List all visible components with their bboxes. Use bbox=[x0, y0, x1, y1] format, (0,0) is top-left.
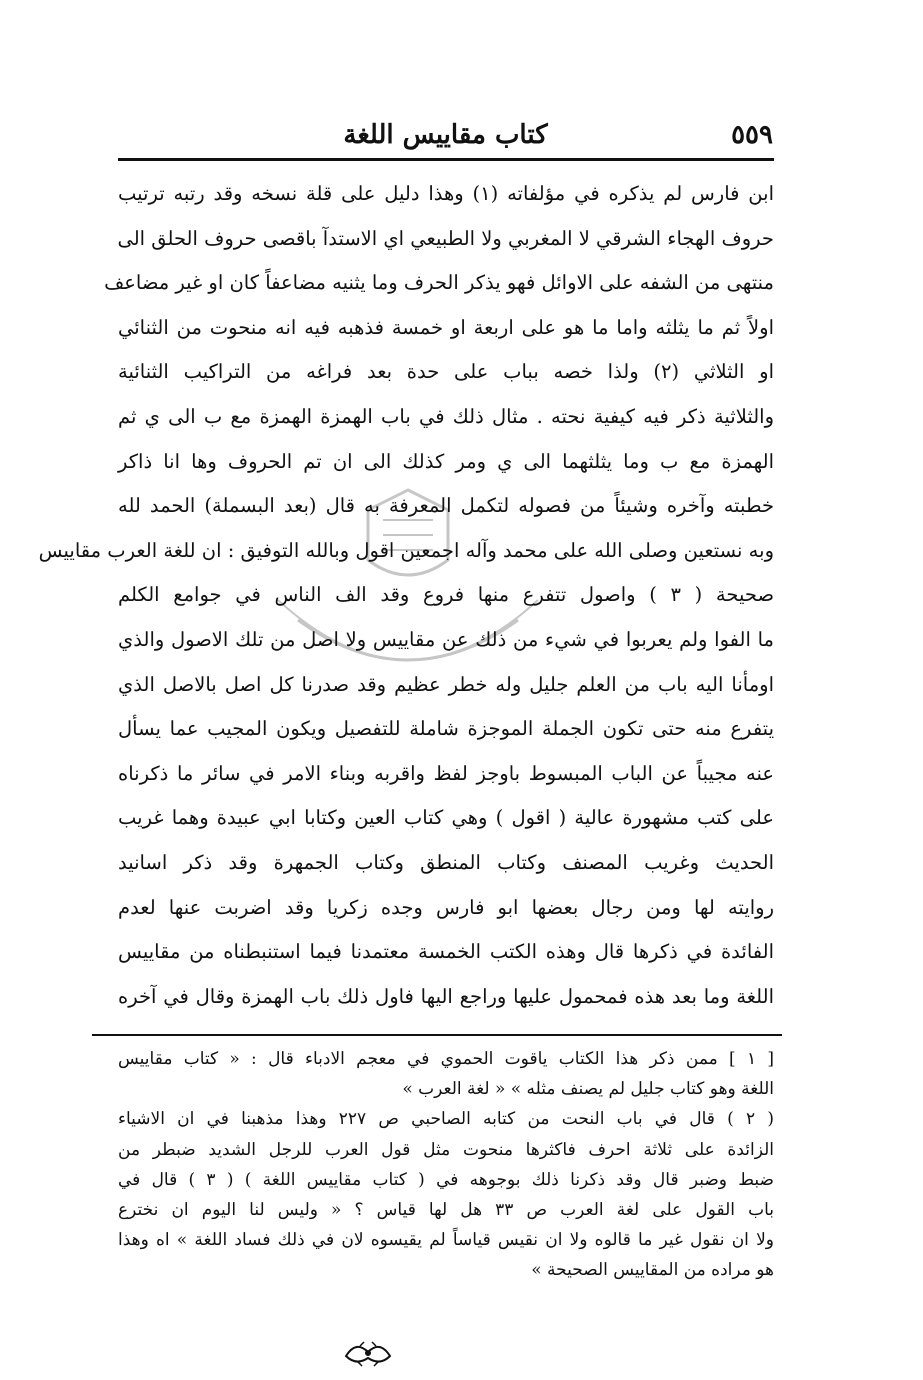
text-line: اومأنا اليه باب من العلم جليل وله خطر عظيم وقد صدرنا كل اصل بالاصل الذي bbox=[118, 672, 774, 696]
text-line: وبه نستعين وصلى الله على محمد وآله اجمعين اقول وبالله التوفيق : ان للغة العرب مقاييس bbox=[38, 538, 774, 562]
text-line: ابن فارس لم يذكره في مؤلفاته (١) وهذا دليل على قلة نسخه وقد رتبه ترتيب bbox=[118, 182, 774, 205]
footnote-line: [ ١ ] ممن ذكر هذا الكتاب ياقوت الحموي في معجم الادباء قال : « كتاب مقاييس bbox=[118, 1049, 774, 1069]
header-rule bbox=[118, 158, 774, 161]
text-line: ما الفوا ولم يعربوا في شيء من ذلك عن مقاييس ولا اصل من تلك الاصول والذي bbox=[118, 627, 774, 651]
text-line: منتهى من الشفه على الاوائل فهو يذكر الحرف وما يثنيه مضاعفاً كان او غير مضاعف bbox=[104, 271, 774, 295]
footnotes bbox=[118, 1044, 774, 1286]
text-line: يتفرع منه حتى تكون الجملة الموجزة شاملة للتفصيل ويكون المجيب عما يسأل bbox=[118, 717, 774, 741]
text-line: والثلاثية ذكر فيه كيفية نحته . مثال ذلك في باب الهمزة الهمزة مع ب الى ي ثم bbox=[118, 404, 774, 428]
footnote-line: ( ٢ ) قال في باب النحت من كتابه الصاحبي ص ٢٢٧ وهذا مذهبنا في ان الاشياء bbox=[118, 1109, 774, 1130]
footnote-line: اللغة وهو كتاب جليل لم يصنف مثله » « لغة العرب » bbox=[402, 1079, 774, 1100]
text-line: حروف الهجاء الشرقي لا المغربي ولا الطبيعي اي الاستدآ باقصى حروف الحلق الى bbox=[117, 226, 774, 250]
text-line: اللغة وما بعد هذه فمحمول عليها وراجع اليها فاول ذلك باب الهمزة وقال في آخره bbox=[118, 984, 774, 1008]
footnote-line: ولا ان نقول غير ما قالوه ولا ان نقيس قياساً لم يقيسوه لان في ذلك فساد اللغة » اه وهذا bbox=[118, 1230, 774, 1251]
running-title: كتاب مقاييس اللغة bbox=[343, 120, 548, 150]
text-line: صحيحة ( ٣ ) واصول تتفرع منها فروع وقد الف الناس في جوامع الكلم bbox=[118, 583, 775, 607]
text-line: الحديث وغريب المصنف وكتاب المنطق وكتاب الجمهرة وقد ذكر اسانيد bbox=[118, 850, 774, 874]
footnote-line: الزائدة على ثلاثة احرف فاكثرها منحوت مثل قول العرب للرجل الشديد ضبطر من bbox=[118, 1139, 774, 1160]
page-header bbox=[118, 118, 773, 158]
footnote-rule bbox=[92, 1034, 782, 1036]
text-line: خطبته وآخره وشيئاً من فصوله لتكمل المعرفة به قال (بعد البسملة) الحمد لله bbox=[118, 494, 774, 518]
text-line: اولاً ثم ما يثلثه واما ما هو على اربعة او خمسة فذهبه فيه انه منحوت من الثنائي bbox=[118, 315, 774, 339]
main-text bbox=[38, 172, 775, 1019]
text-line: روايته لها ومن رجال بعضها ابو فارس وجده زكريا وقد اضربت عنها لعدم bbox=[118, 895, 774, 919]
footnote-line: باب القول على لغة العرب ص ٣٣ هل لها قياس ؟ « وليس لنا اليوم ان نخترع bbox=[118, 1199, 774, 1220]
text-line: الفائدة في ذكرها قال وهذه الكتب الخمسة معتمدنا فيما استنبطناه من مقاييس bbox=[118, 940, 774, 964]
text-line: او الثلاثي (٢) ولذا خصه بباب على حدة بعد فراغه من التراكيب الثنائية bbox=[118, 360, 774, 384]
text-line: الهمزة مع ب وما يثلثهما الى ي ومر كذلك الى ان تم الحروف وها انا ذاكر bbox=[118, 449, 774, 473]
text-line: عنه مجيباً عن الباب المبسوط باوجز لفظ واقربه وبناء الامر في سائر ما ذكرناه bbox=[118, 761, 774, 785]
footnote-line: هو مراده من المقاييس الصحيحة » bbox=[531, 1260, 774, 1281]
text-line: على كتب مشهورة عالية ( اقول ) وهي كتاب العين وكتابا ابي عبيدة وهما غريب bbox=[118, 806, 774, 830]
page-number: ٥٥٩ bbox=[731, 120, 773, 150]
footnote-line: ضبط وضبر قال وقد ذكرنا ذلك بوجوهه في ( كتاب مقاييس اللغة ) ( ٣ ) قال في bbox=[118, 1169, 774, 1190]
ornament-icon bbox=[338, 1336, 398, 1370]
